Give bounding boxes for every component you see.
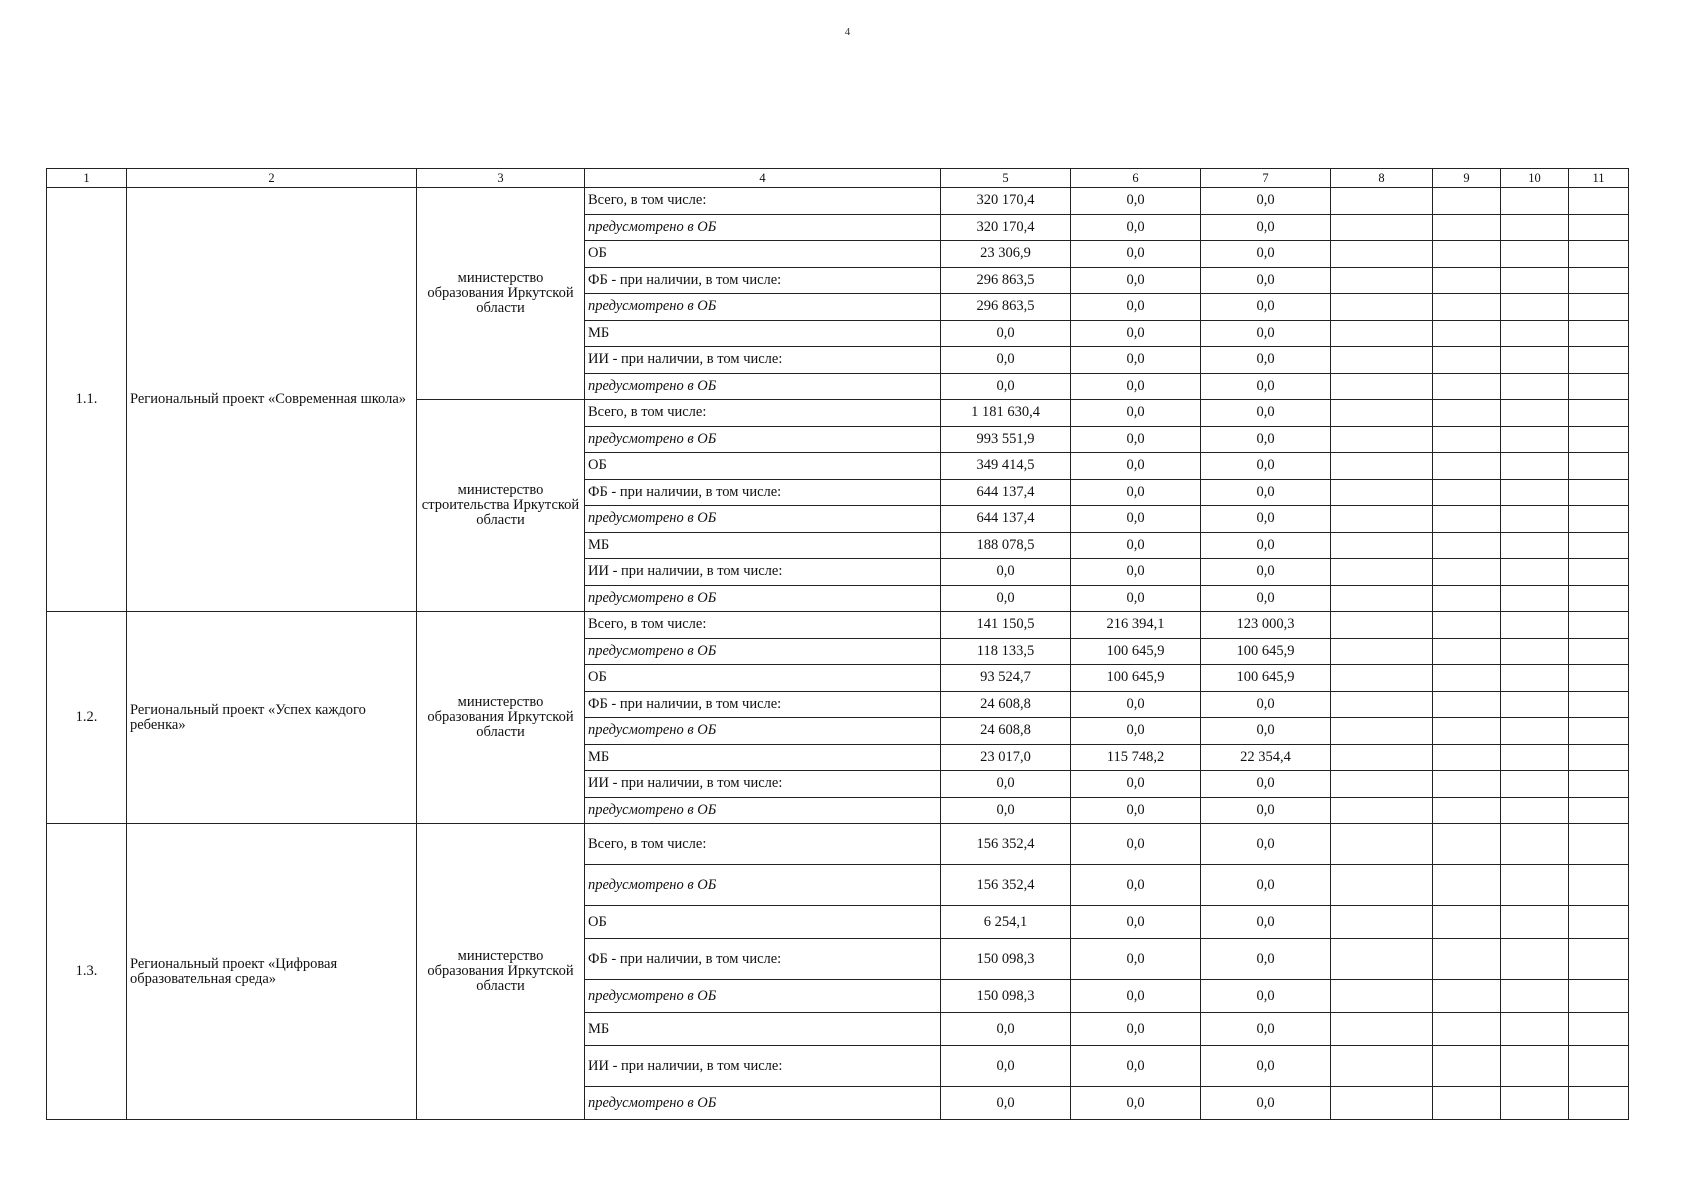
- value-col-9: [1433, 426, 1501, 453]
- value-col-5: 0,0: [941, 1087, 1071, 1120]
- value-col-9: [1433, 400, 1501, 427]
- value-col-11: [1569, 1046, 1629, 1087]
- value-col-7: 0,0: [1201, 691, 1331, 718]
- value-col-6: 0,0: [1071, 320, 1201, 347]
- section-number: 1.3.: [47, 824, 127, 1120]
- value-col-5: 296 863,5: [941, 267, 1071, 294]
- value-col-8: [1331, 426, 1433, 453]
- value-col-8: [1331, 294, 1433, 321]
- value-col-6: 0,0: [1071, 532, 1201, 559]
- value-col-11: [1569, 320, 1629, 347]
- value-col-10: [1501, 612, 1569, 639]
- value-col-9: [1433, 1013, 1501, 1046]
- table-row: [47, 612, 1629, 639]
- value-col-10: [1501, 373, 1569, 400]
- value-col-8: [1331, 267, 1433, 294]
- value-col-5: 0,0: [941, 1046, 1071, 1087]
- value-col-8: [1331, 241, 1433, 268]
- value-col-6: 0,0: [1071, 797, 1201, 824]
- value-col-8: [1331, 691, 1433, 718]
- value-col-9: [1433, 373, 1501, 400]
- value-col-9: [1433, 824, 1501, 865]
- value-col-8: [1331, 453, 1433, 480]
- value-col-7: 0,0: [1201, 585, 1331, 612]
- value-col-11: [1569, 294, 1629, 321]
- value-col-10: [1501, 771, 1569, 798]
- value-col-9: [1433, 797, 1501, 824]
- value-col-5: 0,0: [941, 797, 1071, 824]
- value-col-10: [1501, 585, 1569, 612]
- value-col-7: 0,0: [1201, 532, 1331, 559]
- value-col-10: [1501, 400, 1569, 427]
- value-col-11: [1569, 824, 1629, 865]
- value-col-7: 0,0: [1201, 771, 1331, 798]
- value-col-6: 0,0: [1071, 1046, 1201, 1087]
- value-col-8: [1331, 1087, 1433, 1120]
- value-col-11: [1569, 771, 1629, 798]
- value-col-7: 0,0: [1201, 267, 1331, 294]
- value-col-6: 100 645,9: [1071, 638, 1201, 665]
- value-col-7: 0,0: [1201, 426, 1331, 453]
- executor-name: министерство образования Иркутской области: [417, 188, 585, 400]
- value-col-5: 150 098,3: [941, 939, 1071, 980]
- value-col-11: [1569, 506, 1629, 533]
- value-col-10: [1501, 559, 1569, 586]
- column-header-10: 10: [1501, 169, 1569, 188]
- value-col-10: [1501, 506, 1569, 533]
- value-col-8: [1331, 906, 1433, 939]
- value-col-5: 0,0: [941, 771, 1071, 798]
- column-header-7: 7: [1201, 169, 1331, 188]
- value-col-11: [1569, 426, 1629, 453]
- value-col-9: [1433, 241, 1501, 268]
- value-col-5: 296 863,5: [941, 294, 1071, 321]
- funding-source: МБ: [585, 320, 941, 347]
- value-col-7: 0,0: [1201, 506, 1331, 533]
- value-col-10: [1501, 939, 1569, 980]
- value-col-10: [1501, 906, 1569, 939]
- value-col-8: [1331, 585, 1433, 612]
- value-col-5: 24 608,8: [941, 691, 1071, 718]
- value-col-8: [1331, 559, 1433, 586]
- value-col-8: [1331, 400, 1433, 427]
- value-col-7: 0,0: [1201, 1046, 1331, 1087]
- value-col-9: [1433, 939, 1501, 980]
- funding-source: предусмотрено в ОБ: [585, 980, 941, 1013]
- value-col-9: [1433, 665, 1501, 692]
- value-col-7: 0,0: [1201, 980, 1331, 1013]
- value-col-8: [1331, 612, 1433, 639]
- value-col-9: [1433, 294, 1501, 321]
- value-col-8: [1331, 506, 1433, 533]
- value-col-9: [1433, 532, 1501, 559]
- value-col-5: 0,0: [941, 373, 1071, 400]
- value-col-5: 349 414,5: [941, 453, 1071, 480]
- value-col-8: [1331, 1013, 1433, 1046]
- value-col-11: [1569, 400, 1629, 427]
- value-col-8: [1331, 744, 1433, 771]
- table-row: [47, 824, 1629, 865]
- value-col-8: [1331, 320, 1433, 347]
- funding-source: Всего, в том числе:: [585, 824, 941, 865]
- value-col-10: [1501, 797, 1569, 824]
- value-col-9: [1433, 1046, 1501, 1087]
- value-col-10: [1501, 320, 1569, 347]
- value-col-9: [1433, 585, 1501, 612]
- value-col-9: [1433, 612, 1501, 639]
- funding-source: Всего, в том числе:: [585, 612, 941, 639]
- value-col-6: 0,0: [1071, 294, 1201, 321]
- value-col-5: 156 352,4: [941, 865, 1071, 906]
- funding-source: ИИ - при наличии, в том числе:: [585, 1046, 941, 1087]
- value-col-6: 0,0: [1071, 479, 1201, 506]
- value-col-11: [1569, 1087, 1629, 1120]
- value-col-7: 0,0: [1201, 797, 1331, 824]
- funding-source: предусмотрено в ОБ: [585, 638, 941, 665]
- funding-source: предусмотрено в ОБ: [585, 797, 941, 824]
- value-col-8: [1331, 665, 1433, 692]
- funding-source: ИИ - при наличии, в том числе:: [585, 347, 941, 374]
- value-col-11: [1569, 188, 1629, 215]
- funding-source: ФБ - при наличии, в том числе:: [585, 939, 941, 980]
- value-col-6: 0,0: [1071, 585, 1201, 612]
- value-col-7: 0,0: [1201, 241, 1331, 268]
- funding-source: МБ: [585, 1013, 941, 1046]
- funding-source: предусмотрено в ОБ: [585, 585, 941, 612]
- column-header-8: 8: [1331, 169, 1433, 188]
- value-col-11: [1569, 532, 1629, 559]
- value-col-7: 0,0: [1201, 939, 1331, 980]
- column-header-4: 4: [585, 169, 941, 188]
- value-col-5: 0,0: [941, 1013, 1071, 1046]
- value-col-7: 0,0: [1201, 400, 1331, 427]
- value-col-8: [1331, 824, 1433, 865]
- funding-source: МБ: [585, 744, 941, 771]
- section-number: 1.2.: [47, 612, 127, 824]
- value-col-9: [1433, 744, 1501, 771]
- value-col-5: 320 170,4: [941, 214, 1071, 241]
- value-col-8: [1331, 797, 1433, 824]
- value-col-7: 100 645,9: [1201, 638, 1331, 665]
- value-col-6: 216 394,1: [1071, 612, 1201, 639]
- value-col-11: [1569, 612, 1629, 639]
- value-col-10: [1501, 744, 1569, 771]
- value-col-5: 188 078,5: [941, 532, 1071, 559]
- value-col-8: [1331, 479, 1433, 506]
- table-body: [47, 169, 1629, 1120]
- value-col-10: [1501, 294, 1569, 321]
- value-col-9: [1433, 980, 1501, 1013]
- value-col-11: [1569, 906, 1629, 939]
- value-col-9: [1433, 559, 1501, 586]
- value-col-6: 0,0: [1071, 188, 1201, 215]
- value-col-10: [1501, 691, 1569, 718]
- column-header-9: 9: [1433, 169, 1501, 188]
- value-col-8: [1331, 939, 1433, 980]
- value-col-11: [1569, 214, 1629, 241]
- value-col-6: 0,0: [1071, 980, 1201, 1013]
- value-col-10: [1501, 479, 1569, 506]
- page-number: 4: [844, 26, 851, 38]
- value-col-10: [1501, 267, 1569, 294]
- value-col-6: 0,0: [1071, 718, 1201, 745]
- funding-source: ФБ - при наличии, в том числе:: [585, 267, 941, 294]
- value-col-9: [1433, 638, 1501, 665]
- value-col-7: 0,0: [1201, 559, 1331, 586]
- value-col-11: [1569, 241, 1629, 268]
- value-col-8: [1331, 980, 1433, 1013]
- funding-source: Всего, в том числе:: [585, 188, 941, 215]
- value-col-7: 0,0: [1201, 1087, 1331, 1120]
- funding-source: предусмотрено в ОБ: [585, 373, 941, 400]
- value-col-6: 100 645,9: [1071, 665, 1201, 692]
- value-col-10: [1501, 824, 1569, 865]
- value-col-8: [1331, 532, 1433, 559]
- value-col-7: 0,0: [1201, 824, 1331, 865]
- value-col-5: 6 254,1: [941, 906, 1071, 939]
- value-col-9: [1433, 506, 1501, 533]
- value-col-9: [1433, 906, 1501, 939]
- funding-source: предусмотрено в ОБ: [585, 506, 941, 533]
- value-col-11: [1569, 718, 1629, 745]
- value-col-7: 0,0: [1201, 347, 1331, 374]
- value-col-6: 0,0: [1071, 267, 1201, 294]
- value-col-5: 118 133,5: [941, 638, 1071, 665]
- value-col-6: 115 748,2: [1071, 744, 1201, 771]
- executor-name: министерство образования Иркутской области: [417, 824, 585, 1120]
- value-col-9: [1433, 188, 1501, 215]
- value-col-7: 0,0: [1201, 320, 1331, 347]
- value-col-6: 0,0: [1071, 906, 1201, 939]
- value-col-5: 23 017,0: [941, 744, 1071, 771]
- value-col-10: [1501, 1046, 1569, 1087]
- column-header-5: 5: [941, 169, 1071, 188]
- value-col-11: [1569, 585, 1629, 612]
- value-col-11: [1569, 1013, 1629, 1046]
- value-col-10: [1501, 638, 1569, 665]
- value-col-7: 0,0: [1201, 718, 1331, 745]
- value-col-10: [1501, 532, 1569, 559]
- value-col-7: 0,0: [1201, 479, 1331, 506]
- value-col-5: 24 608,8: [941, 718, 1071, 745]
- value-col-11: [1569, 797, 1629, 824]
- funding-source: ИИ - при наличии, в том числе:: [585, 771, 941, 798]
- value-col-11: [1569, 665, 1629, 692]
- value-col-10: [1501, 214, 1569, 241]
- value-col-7: 100 645,9: [1201, 665, 1331, 692]
- value-col-11: [1569, 373, 1629, 400]
- value-col-7: 0,0: [1201, 294, 1331, 321]
- funding-source: предусмотрено в ОБ: [585, 214, 941, 241]
- value-col-7: 0,0: [1201, 453, 1331, 480]
- value-col-8: [1331, 771, 1433, 798]
- value-col-6: 0,0: [1071, 939, 1201, 980]
- value-col-9: [1433, 718, 1501, 745]
- funding-source: предусмотрено в ОБ: [585, 1087, 941, 1120]
- value-col-10: [1501, 865, 1569, 906]
- value-col-10: [1501, 453, 1569, 480]
- section-name: Региональный проект «Современная школа»: [127, 188, 417, 612]
- value-col-5: 1 181 630,4: [941, 400, 1071, 427]
- value-col-7: 0,0: [1201, 214, 1331, 241]
- value-col-5: 993 551,9: [941, 426, 1071, 453]
- value-col-10: [1501, 1087, 1569, 1120]
- budget-table: [46, 168, 1629, 1120]
- value-col-10: [1501, 188, 1569, 215]
- value-col-5: 150 098,3: [941, 980, 1071, 1013]
- value-col-11: [1569, 267, 1629, 294]
- column-header-1: 1: [47, 169, 127, 188]
- value-col-6: 0,0: [1071, 214, 1201, 241]
- value-col-8: [1331, 188, 1433, 215]
- value-col-7: 0,0: [1201, 906, 1331, 939]
- value-col-10: [1501, 347, 1569, 374]
- funding-source: предусмотрено в ОБ: [585, 865, 941, 906]
- value-col-5: 23 306,9: [941, 241, 1071, 268]
- value-col-10: [1501, 241, 1569, 268]
- value-col-7: 0,0: [1201, 373, 1331, 400]
- funding-source: ОБ: [585, 453, 941, 480]
- funding-source: ИИ - при наличии, в том числе:: [585, 559, 941, 586]
- value-col-8: [1331, 214, 1433, 241]
- value-col-11: [1569, 980, 1629, 1013]
- value-col-8: [1331, 865, 1433, 906]
- value-col-5: 0,0: [941, 347, 1071, 374]
- value-col-9: [1433, 347, 1501, 374]
- value-col-9: [1433, 865, 1501, 906]
- value-col-6: 0,0: [1071, 347, 1201, 374]
- header-row: [47, 169, 1629, 188]
- value-col-5: 644 137,4: [941, 506, 1071, 533]
- value-col-9: [1433, 479, 1501, 506]
- value-col-6: 0,0: [1071, 373, 1201, 400]
- value-col-9: [1433, 320, 1501, 347]
- section-number: 1.1.: [47, 188, 127, 612]
- funding-source: ОБ: [585, 665, 941, 692]
- section-name: Региональный проект «Успех каждого ребенка»: [127, 612, 417, 824]
- value-col-7: 22 354,4: [1201, 744, 1331, 771]
- value-col-11: [1569, 691, 1629, 718]
- value-col-9: [1433, 267, 1501, 294]
- funding-source: предусмотрено в ОБ: [585, 426, 941, 453]
- value-col-8: [1331, 373, 1433, 400]
- value-col-7: 0,0: [1201, 188, 1331, 215]
- column-header-6: 6: [1071, 169, 1201, 188]
- value-col-6: 0,0: [1071, 400, 1201, 427]
- value-col-9: [1433, 771, 1501, 798]
- value-col-6: 0,0: [1071, 691, 1201, 718]
- value-col-7: 0,0: [1201, 1013, 1331, 1046]
- value-col-11: [1569, 638, 1629, 665]
- funding-source: ОБ: [585, 241, 941, 268]
- value-col-5: 93 524,7: [941, 665, 1071, 692]
- value-col-10: [1501, 718, 1569, 745]
- value-col-5: 0,0: [941, 585, 1071, 612]
- section-name: Региональный проект «Цифровая образовательная среда»: [127, 824, 417, 1120]
- value-col-6: 0,0: [1071, 1087, 1201, 1120]
- value-col-10: [1501, 426, 1569, 453]
- value-col-6: 0,0: [1071, 824, 1201, 865]
- value-col-10: [1501, 1013, 1569, 1046]
- value-col-5: 320 170,4: [941, 188, 1071, 215]
- column-header-3: 3: [417, 169, 585, 188]
- value-col-5: 0,0: [941, 320, 1071, 347]
- value-col-8: [1331, 347, 1433, 374]
- value-col-6: 0,0: [1071, 453, 1201, 480]
- value-col-7: 123 000,3: [1201, 612, 1331, 639]
- value-col-6: 0,0: [1071, 771, 1201, 798]
- funding-source: предусмотрено в ОБ: [585, 718, 941, 745]
- value-col-11: [1569, 347, 1629, 374]
- funding-source: ОБ: [585, 906, 941, 939]
- funding-source: ФБ - при наличии, в том числе:: [585, 691, 941, 718]
- value-col-6: 0,0: [1071, 426, 1201, 453]
- value-col-8: [1331, 1046, 1433, 1087]
- value-col-6: 0,0: [1071, 241, 1201, 268]
- value-col-6: 0,0: [1071, 1013, 1201, 1046]
- column-header-11: 11: [1569, 169, 1629, 188]
- value-col-9: [1433, 691, 1501, 718]
- value-col-11: [1569, 479, 1629, 506]
- value-col-11: [1569, 865, 1629, 906]
- value-col-8: [1331, 638, 1433, 665]
- column-header-2: 2: [127, 169, 417, 188]
- value-col-10: [1501, 980, 1569, 1013]
- funding-source: МБ: [585, 532, 941, 559]
- table-row: [47, 188, 1629, 215]
- value-col-5: 141 150,5: [941, 612, 1071, 639]
- value-col-10: [1501, 665, 1569, 692]
- value-col-11: [1569, 559, 1629, 586]
- funding-source: предусмотрено в ОБ: [585, 294, 941, 321]
- value-col-11: [1569, 939, 1629, 980]
- value-col-9: [1433, 214, 1501, 241]
- value-col-7: 0,0: [1201, 865, 1331, 906]
- funding-source: ФБ - при наличии, в том числе:: [585, 479, 941, 506]
- value-col-6: 0,0: [1071, 559, 1201, 586]
- value-col-5: 0,0: [941, 559, 1071, 586]
- value-col-6: 0,0: [1071, 506, 1201, 533]
- value-col-5: 644 137,4: [941, 479, 1071, 506]
- value-col-11: [1569, 453, 1629, 480]
- value-col-9: [1433, 453, 1501, 480]
- funding-source: Всего, в том числе:: [585, 400, 941, 427]
- value-col-6: 0,0: [1071, 865, 1201, 906]
- executor-name: министерство строительства Иркутской области: [417, 400, 585, 612]
- value-col-8: [1331, 718, 1433, 745]
- value-col-9: [1433, 1087, 1501, 1120]
- value-col-5: 156 352,4: [941, 824, 1071, 865]
- executor-name: министерство образования Иркутской области: [417, 612, 585, 824]
- value-col-11: [1569, 744, 1629, 771]
